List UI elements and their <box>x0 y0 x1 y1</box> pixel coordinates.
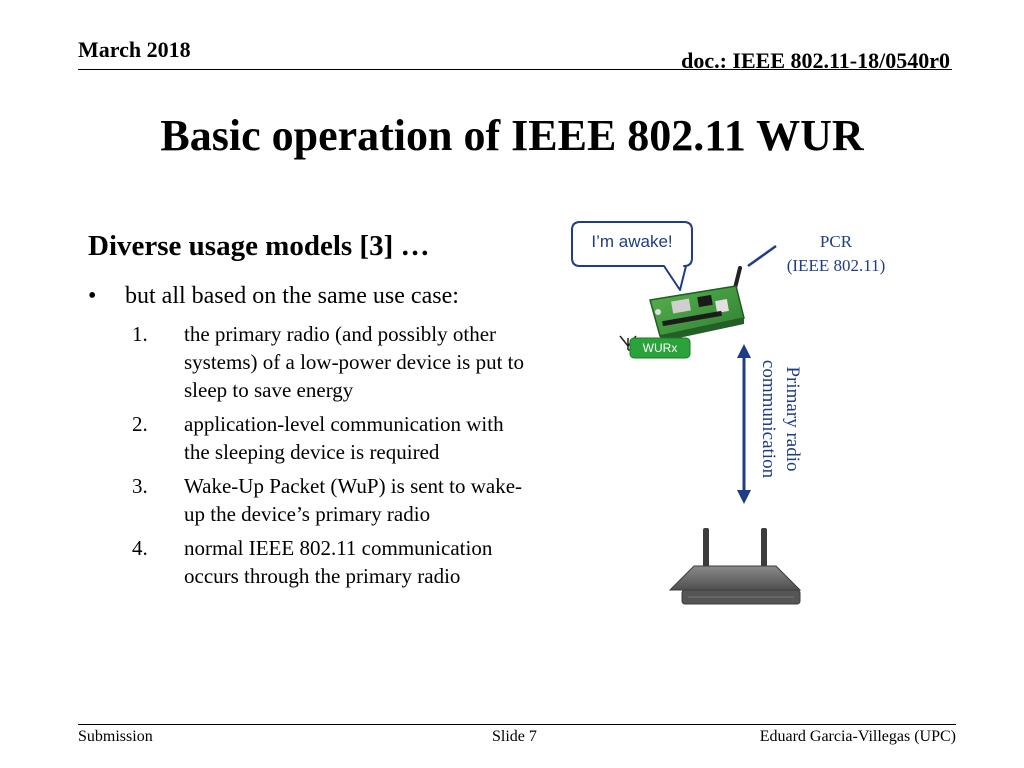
step-text: normal IEEE 802.11 communication occurs through the primary radio <box>184 536 493 588</box>
pcr-label-line2: (IEEE 802.11) <box>786 256 886 275</box>
bullet-text: but all based on the same use case: <box>125 283 459 309</box>
primary-radio-label <box>756 349 804 489</box>
step-number: 1. <box>132 322 148 346</box>
footer-slide-number: Slide 7 <box>492 728 537 745</box>
step-text: application-level communication with the sleeping device is required <box>184 412 504 464</box>
footer-submission: Submission <box>78 728 153 745</box>
primary-radio-label-line1: Primary radio <box>782 366 803 472</box>
wurx-label: WURx <box>642 341 678 355</box>
pcr-label-line1: PCR <box>819 232 853 251</box>
header-date: March 2018 <box>78 37 191 62</box>
footer-divider <box>78 724 956 725</box>
step-number: 4. <box>132 536 148 560</box>
footer-author: Eduard Garcia-Villegas (UPC) <box>759 728 956 745</box>
step-text: Wake-Up Packet (WuP) is sent to wake-up the device’s primary radio <box>184 474 523 526</box>
step-number: 2. <box>132 412 148 436</box>
header-doc-id: doc.: IEEE 802.11-18/0540r0 <box>681 48 950 73</box>
step-number: 3. <box>132 474 148 498</box>
double-arrow-icon <box>737 344 751 504</box>
sensor-board-icon <box>650 268 744 342</box>
step-text: the primary radio (and possibly other systems) of a low-power device is put to sleep to save energy <box>184 322 525 402</box>
router-icon <box>670 528 800 604</box>
subheading: Diverse usage models [3] … <box>88 230 430 262</box>
bullet-marker: • <box>88 283 97 309</box>
bubble-text: I’m awake! <box>591 232 673 251</box>
pcr-label <box>770 230 902 278</box>
slide-title: Basic operation of IEEE 802.11 WUR <box>160 111 864 160</box>
primary-radio-label-line2: communication <box>758 359 779 479</box>
